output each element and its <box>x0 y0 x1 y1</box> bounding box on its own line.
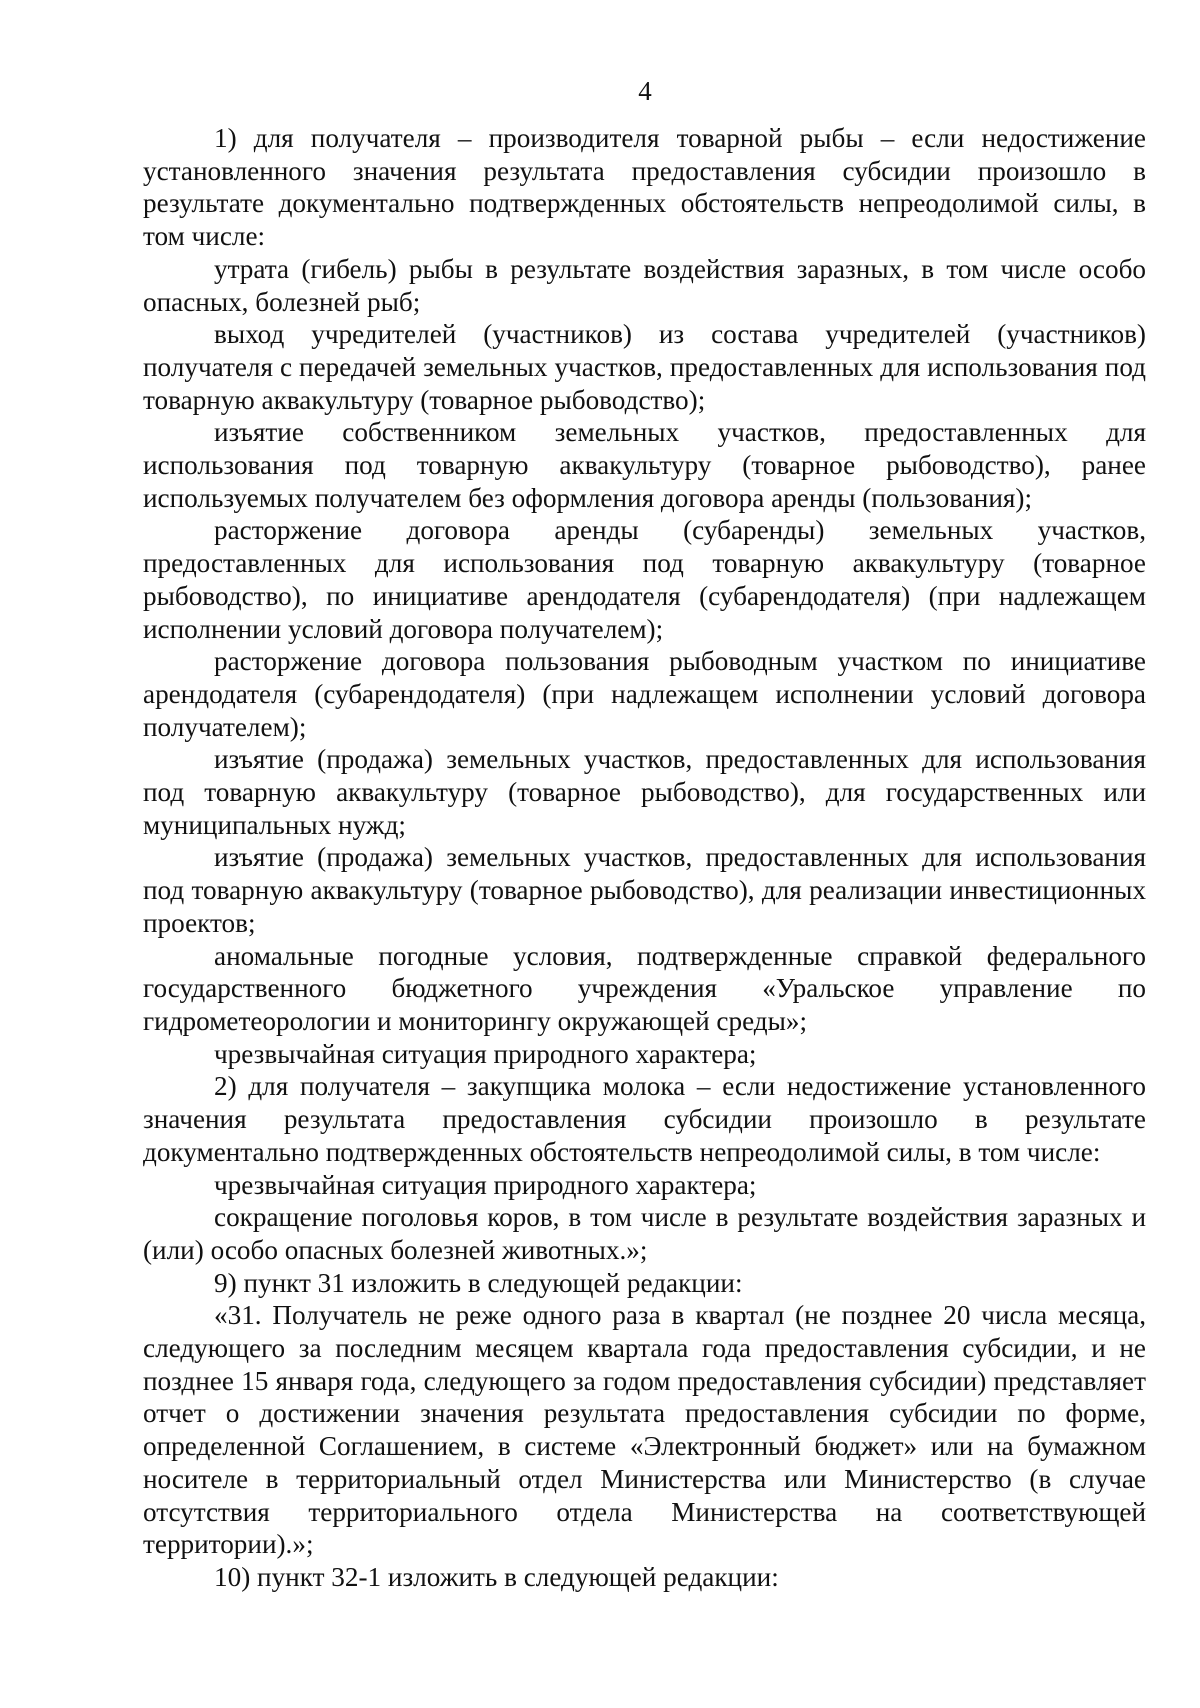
paragraph: чрезвычайная ситуация природного характера; <box>214 1038 757 1069</box>
paragraph: расторжение договора пользования рыбоводным участком по инициативе арендодателя (субарендодателя) (при надлежащем исполнении условий договора получателем); <box>143 646 1146 742</box>
paragraph: изъятие (продажа) земельных участков, предоставленных для использования под товарную аквакультуру (товарное рыбоводство), для государственных или муниципальных нужд; <box>143 744 1146 840</box>
paragraph: «31. Получатель не реже одного раза в квартал (не позднее 20 числа месяца, следующего за последним месяцем квартала года предоставления субсидии, и не позднее 15 января года, следующего за годом предоставления субсидии) представляет отчет о достижении значения результата предоставления субсидии по форме, определенной Соглашением, в системе «Электронный бюджет» или на бумажном носителе в территориальный отдел Министерства или Министерство (в случае отсутствия территориального отдела Министерства на соответствующей территории).»; <box>143 1300 1146 1560</box>
paragraph: 9) пункт 31 изложить в следующей редакции: <box>214 1267 743 1298</box>
paragraph: аномальные погодные условия, подтвержденные справкой федерального государственного бюджетного учреждения «Уральское управление по гидрометеорологии и мониторингу окружающей среды»; <box>143 940 1146 1036</box>
paragraph: утрата (гибель) рыбы в результате воздействия заразных, в том числе особо опасных, болезней рыб; <box>143 253 1146 317</box>
paragraph: 2) для получателя – закупщика молока – если недостижение установленного значения результата предоставления субсидии произошло в результате документально подтвержденных обстоятельств непреодолимой силы, в том числе: <box>143 1071 1146 1167</box>
paragraph: изъятие (продажа) земельных участков, предоставленных для использования под товарную аквакультуру (товарное рыбоводство), для реализации инвестиционных проектов; <box>143 842 1146 938</box>
paragraph: расторжение договора аренды (субаренды) земельных участков, предоставленных для использования под товарную аквакультуру (товарное рыбоводство), по инициативе арендодателя (субарендодателя) (при надлежащем исполнении условий договора получателем); <box>143 515 1146 644</box>
paragraph: изъятие собственником земельных участков, предоставленных для использования под товарную аквакультуру (товарное рыбоводство), ранее используемых получателем без оформления договора аренды (пользования); <box>143 417 1146 513</box>
paragraph: сокращение поголовья коров, в том числе в результате воздействия заразных и (или) особо опасных болезней животных.»; <box>143 1202 1146 1265</box>
paragraph: чрезвычайная ситуация природного характера; <box>214 1169 757 1200</box>
paragraph: выход учредителей (участников) из состава учредителей (участников) получателя с передачей земельных участков, предоставленных для использования под товарную аквакультуру (товарное рыбоводство); <box>143 319 1146 415</box>
page-number: 4 <box>638 76 652 106</box>
document-body <box>143 122 1146 1594</box>
paragraph: 10) пункт 32-1 изложить в следующей редакции: <box>214 1561 779 1592</box>
paragraph: 1) для получателя – производителя товарной рыбы – если недостижение установленного значения результата предоставления субсидии произошло в результате документально подтвержденных обстоятельств непреодолимой силы, в том числе: <box>143 123 1146 252</box>
